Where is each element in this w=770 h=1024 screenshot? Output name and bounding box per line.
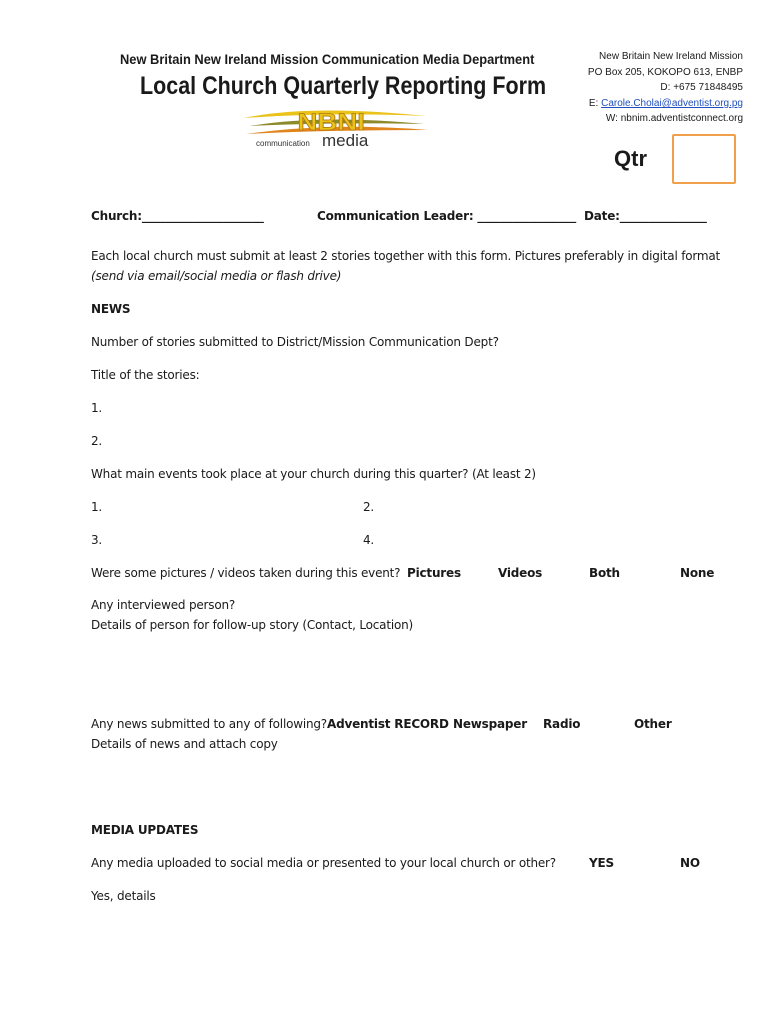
option-radio[interactable]: Radio [543, 717, 581, 731]
qtr-label: Qtr [614, 146, 647, 171]
address-email-line [589, 98, 743, 109]
news-details-question: Details of news and attach copy [91, 737, 278, 751]
option-other[interactable]: Other [634, 717, 672, 731]
communication-leader-field[interactable]: Communication Leader: _________________ [317, 209, 576, 223]
interview-question: Any interviewed person? [91, 598, 236, 612]
date-field[interactable]: Date:_______________ [584, 209, 707, 223]
intro-line-1: Each local church must submit at least 2 stories together with this form. Pictures preferably in digital format [91, 249, 721, 263]
news-heading: NEWS [91, 302, 131, 316]
department-title: New Britain New Ireland Mission Communication Media Department [120, 51, 535, 67]
event-3: 3. [91, 533, 103, 547]
logo-main-text: NBNI [297, 109, 365, 136]
yes-details-label: Yes, details [91, 889, 156, 903]
event-1: 1. [91, 500, 103, 514]
address-email-prefix: E: [588, 98, 602, 109]
pictures-question: Were some pictures / videos taken during this event? [91, 566, 401, 580]
media-uploaded-question: Any media uploaded to social media or presented to your local church or other? [91, 856, 556, 870]
option-adventist-record[interactable]: Adventist RECORD [327, 717, 449, 731]
intro-line-2: (send via email/social media or flash drive) [91, 269, 342, 283]
titles-question: Title of the stories: [91, 368, 200, 382]
followup-question: Details of person for follow-up story (Contact, Location) [91, 618, 413, 632]
address-org: New Britain New Ireland Mission [599, 51, 743, 62]
event-2: 2. [363, 500, 375, 514]
logo-sub-text-large: media [322, 131, 369, 150]
media-updates-heading: MEDIA UPDATES [91, 823, 199, 837]
form-title: Local Church Quarterly Reporting Form [140, 72, 547, 100]
stories-count-question: Number of stories submitted to District/Mission Communication Dept? [91, 335, 499, 349]
submitted-question: Any news submitted to any of following? [91, 717, 327, 731]
option-videos[interactable]: Videos [498, 566, 543, 580]
address-web: W: nbnim.adventistconnect.org [605, 113, 743, 124]
option-no[interactable]: NO [680, 856, 700, 870]
option-pictures[interactable]: Pictures [407, 566, 461, 580]
option-yes[interactable]: YES [589, 856, 614, 870]
event-4: 4. [363, 533, 375, 547]
story-title-1: 1. [91, 401, 103, 415]
option-newspaper[interactable]: Newspaper [453, 717, 527, 731]
logo-sub-text-small: communication [256, 139, 310, 148]
option-both[interactable]: Both [589, 566, 620, 580]
option-none[interactable]: None [680, 566, 715, 580]
nbni-media-logo [240, 104, 430, 152]
qtr-input-box[interactable] [672, 134, 736, 184]
story-title-2: 2. [91, 434, 103, 448]
address-phone: D: +675 71848495 [660, 82, 743, 93]
events-question: What main events took place at your church during this quarter? (At least 2) [91, 467, 536, 481]
address-po-box: PO Box 205, KOKOPO 613, ENBP [587, 67, 743, 78]
church-field[interactable]: Church:_____________________ [91, 209, 264, 223]
address-email-link[interactable]: Carole.Cholai@adventist.org.pg [601, 98, 743, 109]
